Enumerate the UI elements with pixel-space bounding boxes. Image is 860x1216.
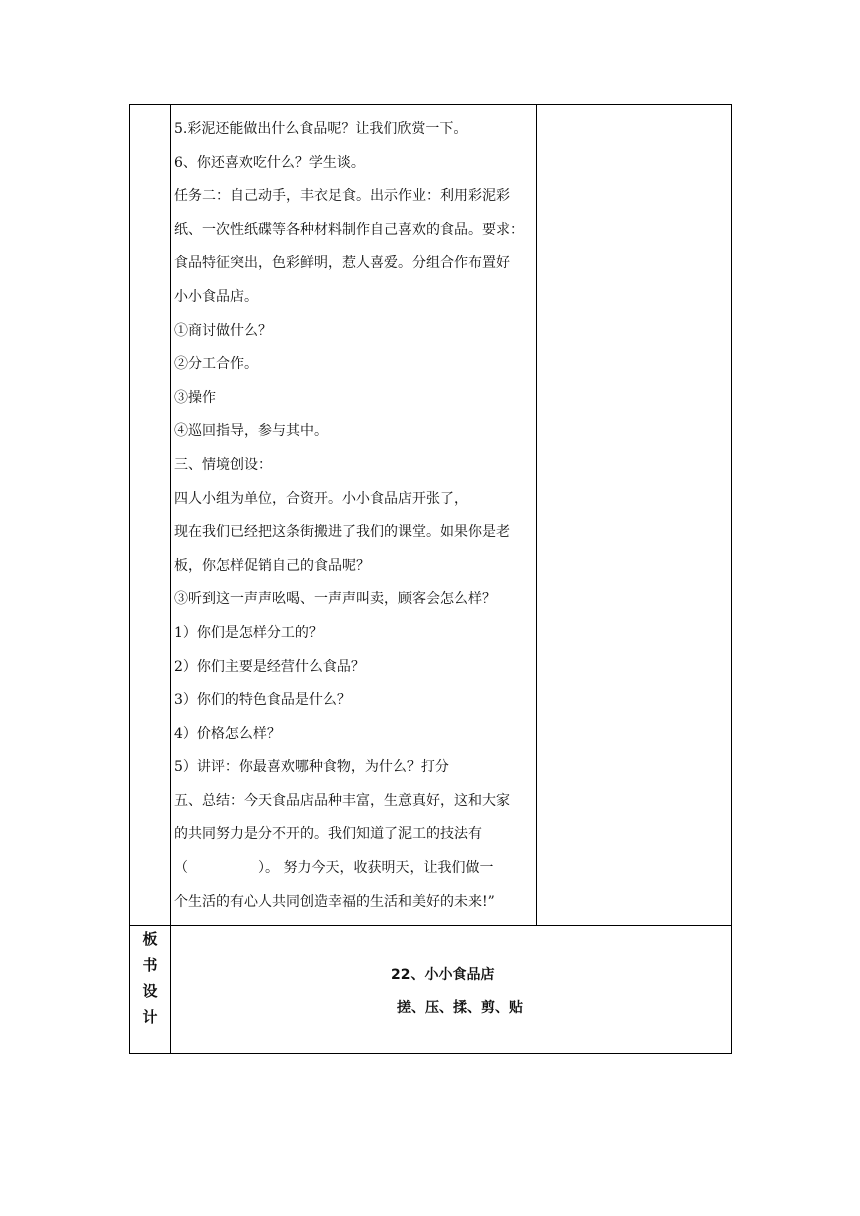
lesson-line: 现在我们已经把这条街搬进了我们的课堂。如果你是老 xyxy=(174,524,510,541)
board-techniques: 搓、压、揉、剪、贴 xyxy=(397,1000,523,1017)
notes-cell xyxy=(537,105,732,926)
lesson-line: 任务二：自己动手，丰衣足食。出示作业：利用彩泥彩 xyxy=(174,188,510,205)
lesson-line: 食品特征突出，色彩鲜明，惹人喜爱。分组合作布置好 xyxy=(174,255,510,272)
lesson-line: ④巡回指导，参与其中。 xyxy=(174,423,328,440)
board-label-char: 书 xyxy=(142,956,158,975)
lesson-line: 5）讲评：你最喜欢哪种食物，为什么？打分 xyxy=(174,759,449,776)
lesson-line: ③听到这一声声吆喝、一声声叫卖，顾客会怎么样？ xyxy=(174,591,496,608)
lesson-process-row xyxy=(130,105,732,926)
lesson-line: 2）你们主要是经营什么食品？ xyxy=(174,658,365,675)
lesson-line: 小小食品店。 xyxy=(174,288,258,305)
board-design-content xyxy=(171,926,732,1054)
lesson-line: ②分工合作。 xyxy=(174,356,258,373)
board-label-char: 设 xyxy=(142,982,158,1001)
lesson-line: 纸、一次性纸碟等各种材料制作自己喜欢的食品。要求： xyxy=(174,221,524,238)
lesson-line: ③操作 xyxy=(174,389,216,406)
lesson-line: ①商讨做什么？ xyxy=(174,322,272,339)
lesson-line: 1）你们是怎样分工的？ xyxy=(174,624,323,641)
lesson-line: 四人小组为单位，合资开。小小食品店开张了， xyxy=(174,490,468,507)
lesson-line: 4）价格怎么样？ xyxy=(174,725,281,742)
lesson-line: 5.彩泥还能做出什么食品呢？让我们欣赏一下。 xyxy=(174,121,468,137)
lesson-line: （ ）。 努力今天，收获明天，让我们做一 xyxy=(174,860,494,877)
lesson-content-cell xyxy=(171,105,537,926)
board-title: 22、小小食品店 xyxy=(391,967,495,984)
board-design-label xyxy=(130,926,171,1054)
board-label-char: 板 xyxy=(142,930,158,949)
board-label-char: 计 xyxy=(142,1008,158,1027)
lesson-line: 三、情境创设： xyxy=(174,456,272,473)
lesson-line: 五、总结：今天食品店品种丰富，生意真好，这和大家 xyxy=(174,792,510,809)
lesson-line: 个生活的有心人共同创造幸福的生活和美好的未来!” xyxy=(174,893,495,910)
board-design-row xyxy=(130,926,732,1054)
lesson-text-block xyxy=(171,105,536,925)
lesson-plan-table xyxy=(129,104,732,1054)
lesson-line: 6、你还喜欢吃什么？学生谈。 xyxy=(174,154,365,171)
lesson-line: 板，你怎样促销自己的食品呢？ xyxy=(174,557,370,574)
lesson-line: 3）你们的特色食品是什么？ xyxy=(174,692,351,709)
lesson-line: 的共同努力是分不开的。我们知道了泥工的技法有 xyxy=(174,826,482,843)
empty-label-cell xyxy=(130,105,171,926)
